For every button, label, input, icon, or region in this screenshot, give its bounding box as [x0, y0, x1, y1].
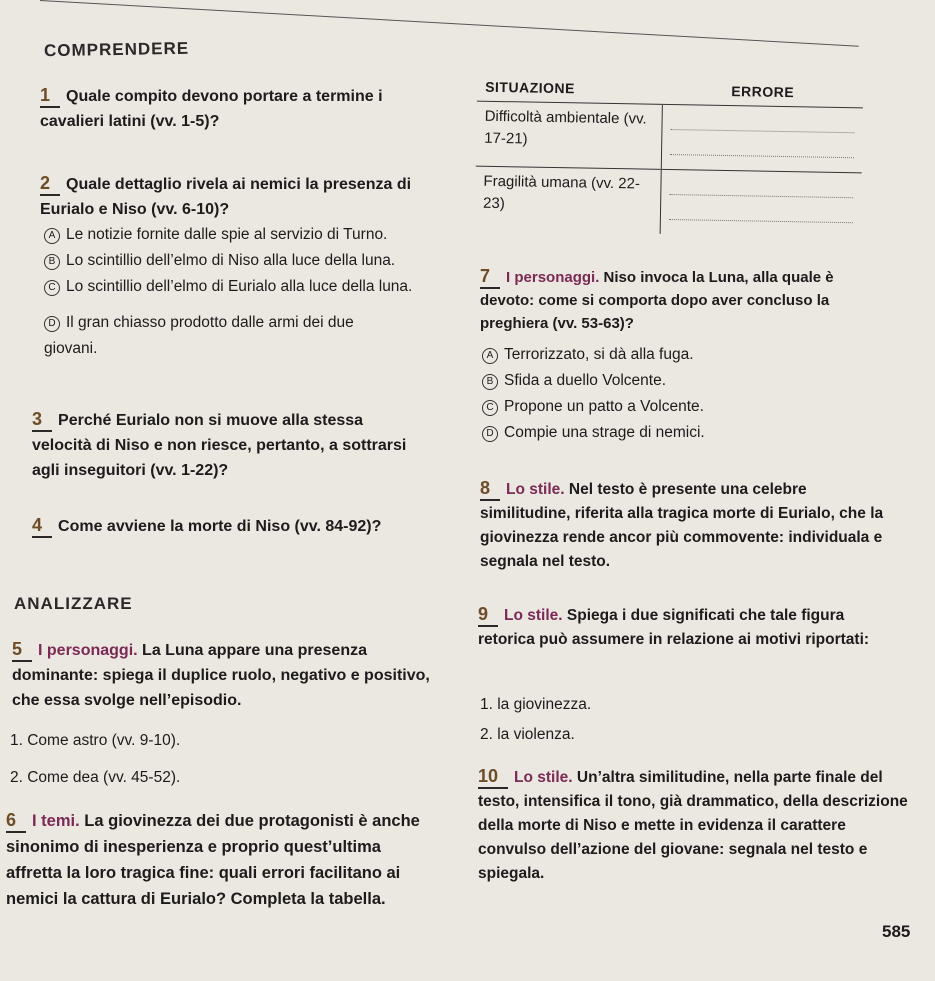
question-2-options: [44, 222, 464, 362]
question-number: 9: [478, 604, 498, 627]
section-title-analizzare: ANALIZZARE: [14, 594, 133, 613]
option-text: Lo scintillio dell’elmo di Eurialo alla luce della luna.: [66, 278, 413, 295]
question-tag: I personaggi.: [38, 642, 138, 659]
question-text: Come avviene la morte di Niso (vv. 84-92)?: [58, 518, 382, 535]
question-text: Nel testo è presente una celebre similitudine, riferita alla tragica morte di Eurialo, che la giovinezza rende ancor più commovente: individuala e segnala nel testo.: [480, 481, 884, 570]
question-7: [480, 266, 890, 335]
option-text: Propone un patto a Volcente.: [504, 398, 704, 415]
question-4: [32, 514, 472, 539]
option-text: Sfida a duello Volcente.: [504, 372, 667, 389]
question-tag: Lo stile.: [506, 481, 565, 498]
question-number: 6: [6, 810, 26, 833]
question-tag: Lo stile.: [514, 769, 573, 786]
question-tag: I personaggi.: [506, 269, 600, 286]
question-3: [32, 408, 422, 483]
table-header-situazione: SITUAZIONE: [485, 78, 576, 97]
option-letter-circle: C: [44, 280, 60, 296]
question-number: 10: [478, 766, 508, 789]
table-row: [476, 101, 863, 173]
question-tag: Lo stile.: [504, 607, 563, 624]
option-letter-circle: C: [482, 400, 498, 416]
option-c[interactable]: [44, 274, 444, 300]
question-text: Un’altra similitudine, nella parte finale del testo, intensifica il tono, già drammatico, della descrizione della morte di Niso e mette in evidenza il carattere convulso dell’azione del giovane: segnala nel testo e spiegala.: [478, 769, 908, 882]
question-8: [480, 478, 895, 574]
question-10: [478, 766, 908, 886]
option-d[interactable]: [482, 420, 782, 446]
question-number: 8: [480, 478, 500, 501]
question-text: Spiega i due significati che tale figura retorica può assumere in relazione ai motivi riportati:: [478, 607, 870, 648]
option-a[interactable]: [44, 222, 464, 248]
table-cell-error-answer[interactable]: [661, 104, 863, 172]
table-header-errore: ERRORE: [731, 83, 795, 101]
question-number: 4: [32, 515, 52, 538]
option-letter-circle: B: [44, 254, 60, 270]
question-9: [478, 604, 898, 652]
page-number: 585: [882, 922, 911, 941]
question-tag: I temi.: [32, 812, 80, 830]
table-row: [475, 166, 862, 237]
option-text: Compie una strage di nemici.: [504, 424, 705, 441]
question-9-item-2: 2. la violenza.: [480, 726, 575, 743]
option-text: Le notizie fornite dalle spie al servizio di Turno.: [66, 226, 388, 243]
table-cell-situation: Difficoltà ambientale (vv. 17-21): [476, 101, 662, 169]
question-9-item-1: 1. la giovinezza.: [480, 696, 592, 713]
question-6: [6, 808, 436, 912]
question-number: 1: [40, 85, 60, 108]
option-c[interactable]: [482, 394, 782, 420]
section-title-comprendere: COMPRENDERE: [43, 38, 190, 61]
option-b[interactable]: [482, 368, 782, 394]
question-7-options: [482, 342, 782, 446]
option-letter-circle: D: [482, 426, 498, 442]
question-number: 2: [40, 173, 60, 196]
question-text: La giovinezza dei due protagonisti è anche sinonimo di inesperienza e proprio quest’ultima affretta la loro tragica fine: quali errori facilitano ai nemici la cattura di Eurialo? Completa la tabella.: [6, 812, 420, 908]
option-letter-circle: B: [482, 374, 498, 390]
question-number: 7: [480, 266, 500, 289]
question-text: Perché Eurialo non si muove alla stessa velocità di Niso e non riesce, pertanto, a sottrarsi agli inseguitori (vv. 1-22)?: [32, 412, 407, 479]
option-d[interactable]: [44, 310, 394, 362]
option-text: Lo scintillio dell’elmo di Niso alla luce della luna.: [66, 252, 396, 269]
error-table: [475, 73, 864, 238]
question-text: Quale dettaglio rivela ai nemici la presenza di Eurialo e Niso (vv. 6-10)?: [40, 176, 412, 218]
question-text: Quale compito devono portare a termine i cavalieri latini (vv. 1-5)?: [40, 88, 383, 130]
question-1: [40, 84, 420, 134]
question-5: [12, 638, 432, 713]
question-number: 3: [32, 409, 52, 432]
option-a[interactable]: [482, 342, 782, 368]
option-letter-circle: A: [482, 348, 498, 364]
question-5-item-1: 1. Come astro (vv. 9-10).: [10, 732, 181, 749]
question-5-item-2: 2. Come dea (vv. 45-52).: [10, 769, 181, 786]
question-number: 5: [12, 639, 32, 662]
option-letter-circle: A: [44, 228, 60, 244]
option-letter-circle: D: [44, 316, 60, 332]
table-cell-error-answer[interactable]: [660, 169, 862, 237]
option-b[interactable]: [44, 248, 464, 274]
question-2: [40, 172, 440, 222]
option-text: Terrorizzato, si dà alla fuga.: [504, 346, 694, 363]
question-text: Niso invoca la Luna, alla quale è devoto: come si comporta dopo aver concluso la preghiera (vv. 53-63)?: [480, 269, 834, 332]
question-text: La Luna appare una presenza dominante: spiega il duplice ruolo, negativo e positivo, che essa svolge nell’episodio.: [12, 642, 430, 709]
option-text: Il gran chiasso prodotto dalle armi dei due giovani.: [44, 314, 354, 357]
table-cell-situation: Fragilità umana (vv. 22-23): [475, 166, 661, 234]
